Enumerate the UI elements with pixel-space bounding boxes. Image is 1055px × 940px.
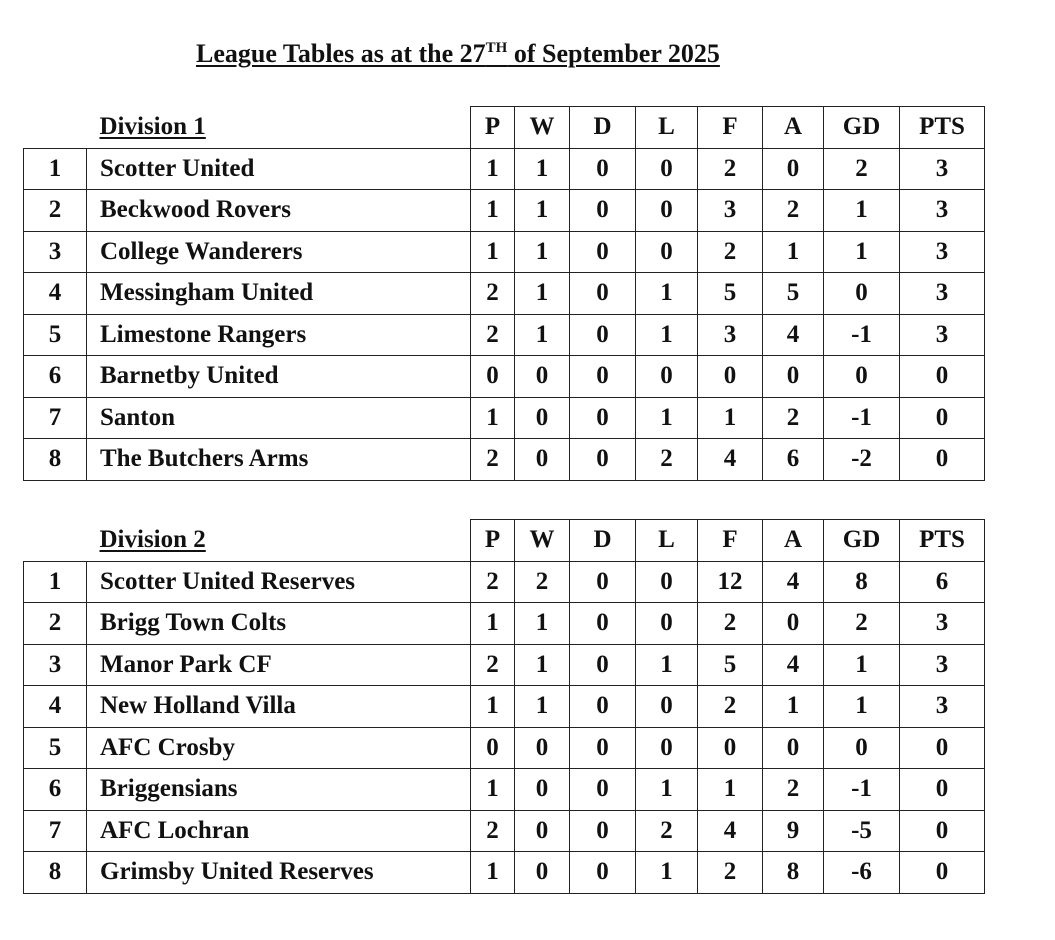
stat-w: 0 xyxy=(515,397,570,439)
stat-f: 3 xyxy=(698,314,763,356)
stat-l: 0 xyxy=(636,727,698,769)
stat-p: 2 xyxy=(471,561,515,603)
stat-gd: 1 xyxy=(824,686,900,728)
stat-pts: 0 xyxy=(900,852,985,894)
stat-l: 0 xyxy=(636,686,698,728)
position-cell: 7 xyxy=(24,810,87,852)
table-row xyxy=(24,603,985,645)
stat-a: 8 xyxy=(763,852,824,894)
stat-d: 0 xyxy=(570,356,636,398)
stat-pts: 3 xyxy=(900,314,985,356)
stat-gd: 0 xyxy=(824,356,900,398)
stat-a: 2 xyxy=(763,190,824,232)
stat-gd: -5 xyxy=(824,810,900,852)
title-prefix: League Tables as at the 27 xyxy=(196,39,486,68)
stat-l: 0 xyxy=(636,356,698,398)
stat-pts: 0 xyxy=(900,397,985,439)
stat-pts: 0 xyxy=(900,727,985,769)
stat-pts: 3 xyxy=(900,686,985,728)
stat-gd: 0 xyxy=(824,273,900,315)
stat-f: 2 xyxy=(698,231,763,273)
stat-a: 4 xyxy=(763,644,824,686)
stat-p: 2 xyxy=(471,273,515,315)
stat-gd: 8 xyxy=(824,561,900,603)
stat-d: 0 xyxy=(570,231,636,273)
position-cell: 5 xyxy=(24,727,87,769)
col-header-d: D xyxy=(570,520,636,562)
stat-f: 3 xyxy=(698,190,763,232)
stat-a: 5 xyxy=(763,273,824,315)
stat-l: 0 xyxy=(636,603,698,645)
stat-w: 1 xyxy=(515,603,570,645)
stat-w: 0 xyxy=(515,439,570,481)
stat-f: 4 xyxy=(698,810,763,852)
stat-p: 1 xyxy=(471,686,515,728)
stat-pts: 0 xyxy=(900,810,985,852)
stat-w: 0 xyxy=(515,852,570,894)
team-name: Beckwood Rovers xyxy=(87,190,471,232)
division-1-table xyxy=(23,106,985,481)
stat-l: 0 xyxy=(636,190,698,232)
col-header-p: P xyxy=(471,107,515,149)
stat-f: 5 xyxy=(698,273,763,315)
stat-gd: -1 xyxy=(824,397,900,439)
stat-pts: 3 xyxy=(900,231,985,273)
stat-l: 1 xyxy=(636,397,698,439)
col-header-gd: GD xyxy=(824,107,900,149)
stat-gd: 1 xyxy=(824,644,900,686)
stat-l: 2 xyxy=(636,439,698,481)
stat-l: 1 xyxy=(636,314,698,356)
title-superscript: TH xyxy=(485,40,508,56)
team-name: AFC Lochran xyxy=(87,810,471,852)
stat-l: 1 xyxy=(636,644,698,686)
col-header-f: F xyxy=(698,520,763,562)
stat-pts: 0 xyxy=(900,769,985,811)
team-name: Grimsby United Reserves xyxy=(87,852,471,894)
table-row xyxy=(24,397,985,439)
col-header-d: D xyxy=(570,107,636,149)
stat-pts: 3 xyxy=(900,190,985,232)
table-row xyxy=(24,810,985,852)
team-name: Scotter United Reserves xyxy=(87,561,471,603)
stat-gd: -1 xyxy=(824,769,900,811)
stat-f: 2 xyxy=(698,148,763,190)
stat-a: 0 xyxy=(763,603,824,645)
stat-f: 5 xyxy=(698,644,763,686)
table-row xyxy=(24,356,985,398)
stat-w: 1 xyxy=(515,314,570,356)
stat-f: 1 xyxy=(698,769,763,811)
stat-w: 0 xyxy=(515,727,570,769)
table-row xyxy=(24,190,985,232)
stat-w: 0 xyxy=(515,769,570,811)
team-name: College Wanderers xyxy=(87,231,471,273)
stat-f: 2 xyxy=(698,852,763,894)
stat-p: 2 xyxy=(471,644,515,686)
stat-l: 1 xyxy=(636,769,698,811)
stat-gd: -1 xyxy=(824,314,900,356)
position-cell: 1 xyxy=(24,561,87,603)
stat-p: 2 xyxy=(471,810,515,852)
position-cell: 5 xyxy=(24,314,87,356)
stat-gd: 0 xyxy=(824,727,900,769)
stat-gd: -6 xyxy=(824,852,900,894)
stat-l: 0 xyxy=(636,148,698,190)
position-cell: 2 xyxy=(24,190,87,232)
header-row xyxy=(24,520,985,562)
team-name: Limestone Rangers xyxy=(87,314,471,356)
stat-pts: 3 xyxy=(900,603,985,645)
col-header-w: W xyxy=(515,107,570,149)
team-name: New Holland Villa xyxy=(87,686,471,728)
table-row xyxy=(24,273,985,315)
col-header-gd: GD xyxy=(824,520,900,562)
col-header-a: A xyxy=(763,107,824,149)
stat-a: 0 xyxy=(763,148,824,190)
stat-d: 0 xyxy=(570,644,636,686)
stat-pts: 0 xyxy=(900,439,985,481)
table-row xyxy=(24,231,985,273)
col-header-l: L xyxy=(636,107,698,149)
table-row xyxy=(24,439,985,481)
position-cell: 6 xyxy=(24,769,87,811)
stat-d: 0 xyxy=(570,273,636,315)
team-name: Briggensians xyxy=(87,769,471,811)
stat-f: 0 xyxy=(698,356,763,398)
position-cell: 4 xyxy=(24,686,87,728)
stat-d: 0 xyxy=(570,603,636,645)
table-row xyxy=(24,727,985,769)
stat-f: 12 xyxy=(698,561,763,603)
stat-a: 2 xyxy=(763,397,824,439)
stat-p: 2 xyxy=(471,314,515,356)
position-cell: 3 xyxy=(24,231,87,273)
col-header-f: F xyxy=(698,107,763,149)
stat-pts: 0 xyxy=(900,356,985,398)
stat-a: 4 xyxy=(763,561,824,603)
stat-p: 1 xyxy=(471,769,515,811)
team-name: Barnetby United xyxy=(87,356,471,398)
team-name: Scotter United xyxy=(87,148,471,190)
stat-d: 0 xyxy=(570,439,636,481)
team-name: Messingham United xyxy=(87,273,471,315)
stat-w: 2 xyxy=(515,561,570,603)
table-row xyxy=(24,686,985,728)
col-header-a: A xyxy=(763,520,824,562)
position-cell: 6 xyxy=(24,356,87,398)
stat-f: 4 xyxy=(698,439,763,481)
stat-d: 0 xyxy=(570,686,636,728)
stat-l: 0 xyxy=(636,231,698,273)
stat-f: 2 xyxy=(698,603,763,645)
stat-d: 0 xyxy=(570,769,636,811)
stat-a: 6 xyxy=(763,439,824,481)
stat-d: 0 xyxy=(570,397,636,439)
stat-p: 0 xyxy=(471,727,515,769)
table-row xyxy=(24,769,985,811)
stat-a: 0 xyxy=(763,727,824,769)
team-name: Manor Park CF xyxy=(87,644,471,686)
col-header-pts: PTS xyxy=(900,520,985,562)
stat-d: 0 xyxy=(570,148,636,190)
position-cell: 3 xyxy=(24,644,87,686)
position-cell: 2 xyxy=(24,603,87,645)
position-cell: 8 xyxy=(24,439,87,481)
stat-p: 0 xyxy=(471,356,515,398)
stat-p: 2 xyxy=(471,439,515,481)
stat-w: 0 xyxy=(515,810,570,852)
col-header-p: P xyxy=(471,520,515,562)
stat-w: 0 xyxy=(515,356,570,398)
stat-p: 1 xyxy=(471,603,515,645)
stat-d: 0 xyxy=(570,727,636,769)
stat-p: 1 xyxy=(471,397,515,439)
stat-w: 1 xyxy=(515,644,570,686)
header-row xyxy=(24,107,985,149)
stat-l: 2 xyxy=(636,810,698,852)
division-name: Division 2 xyxy=(99,526,206,553)
stat-gd: -2 xyxy=(824,439,900,481)
stat-a: 0 xyxy=(763,356,824,398)
stat-d: 0 xyxy=(570,190,636,232)
stat-gd: 2 xyxy=(824,148,900,190)
stat-w: 1 xyxy=(515,231,570,273)
stat-gd: 1 xyxy=(824,231,900,273)
stat-a: 2 xyxy=(763,769,824,811)
stat-f: 2 xyxy=(698,686,763,728)
stat-w: 1 xyxy=(515,273,570,315)
stat-d: 0 xyxy=(570,852,636,894)
stat-f: 0 xyxy=(698,727,763,769)
stat-l: 0 xyxy=(636,561,698,603)
stat-l: 1 xyxy=(636,852,698,894)
table-row xyxy=(24,644,985,686)
stat-a: 1 xyxy=(763,686,824,728)
stat-pts: 3 xyxy=(900,273,985,315)
stat-d: 0 xyxy=(570,810,636,852)
stat-p: 1 xyxy=(471,231,515,273)
stat-p: 1 xyxy=(471,852,515,894)
stat-gd: 1 xyxy=(824,190,900,232)
team-name: Santon xyxy=(87,397,471,439)
stat-pts: 6 xyxy=(900,561,985,603)
stat-gd: 2 xyxy=(824,603,900,645)
position-cell: 4 xyxy=(24,273,87,315)
division-name: Division 1 xyxy=(99,113,206,140)
stat-f: 1 xyxy=(698,397,763,439)
stat-w: 1 xyxy=(515,148,570,190)
col-header-w: W xyxy=(515,520,570,562)
stat-a: 1 xyxy=(763,231,824,273)
stat-w: 1 xyxy=(515,190,570,232)
col-header-pts: PTS xyxy=(900,107,985,149)
division-2-table xyxy=(23,519,985,894)
table-row xyxy=(24,148,985,190)
team-name: AFC Crosby xyxy=(87,727,471,769)
table-row xyxy=(24,852,985,894)
table-row xyxy=(24,314,985,356)
position-cell: 7 xyxy=(24,397,87,439)
title-suffix: of September 2025 xyxy=(507,39,720,68)
stat-w: 1 xyxy=(515,686,570,728)
stat-l: 1 xyxy=(636,273,698,315)
stat-p: 1 xyxy=(471,148,515,190)
table-row xyxy=(24,561,985,603)
stat-pts: 3 xyxy=(900,148,985,190)
position-cell: 8 xyxy=(24,852,87,894)
stat-a: 4 xyxy=(763,314,824,356)
team-name: Brigg Town Colts xyxy=(87,603,471,645)
stat-d: 0 xyxy=(570,314,636,356)
stat-d: 0 xyxy=(570,561,636,603)
stat-a: 9 xyxy=(763,810,824,852)
stat-p: 1 xyxy=(471,190,515,232)
position-cell: 1 xyxy=(24,148,87,190)
stat-pts: 3 xyxy=(900,644,985,686)
col-header-l: L xyxy=(636,520,698,562)
team-name: The Butchers Arms xyxy=(87,439,471,481)
page-title xyxy=(196,34,720,74)
